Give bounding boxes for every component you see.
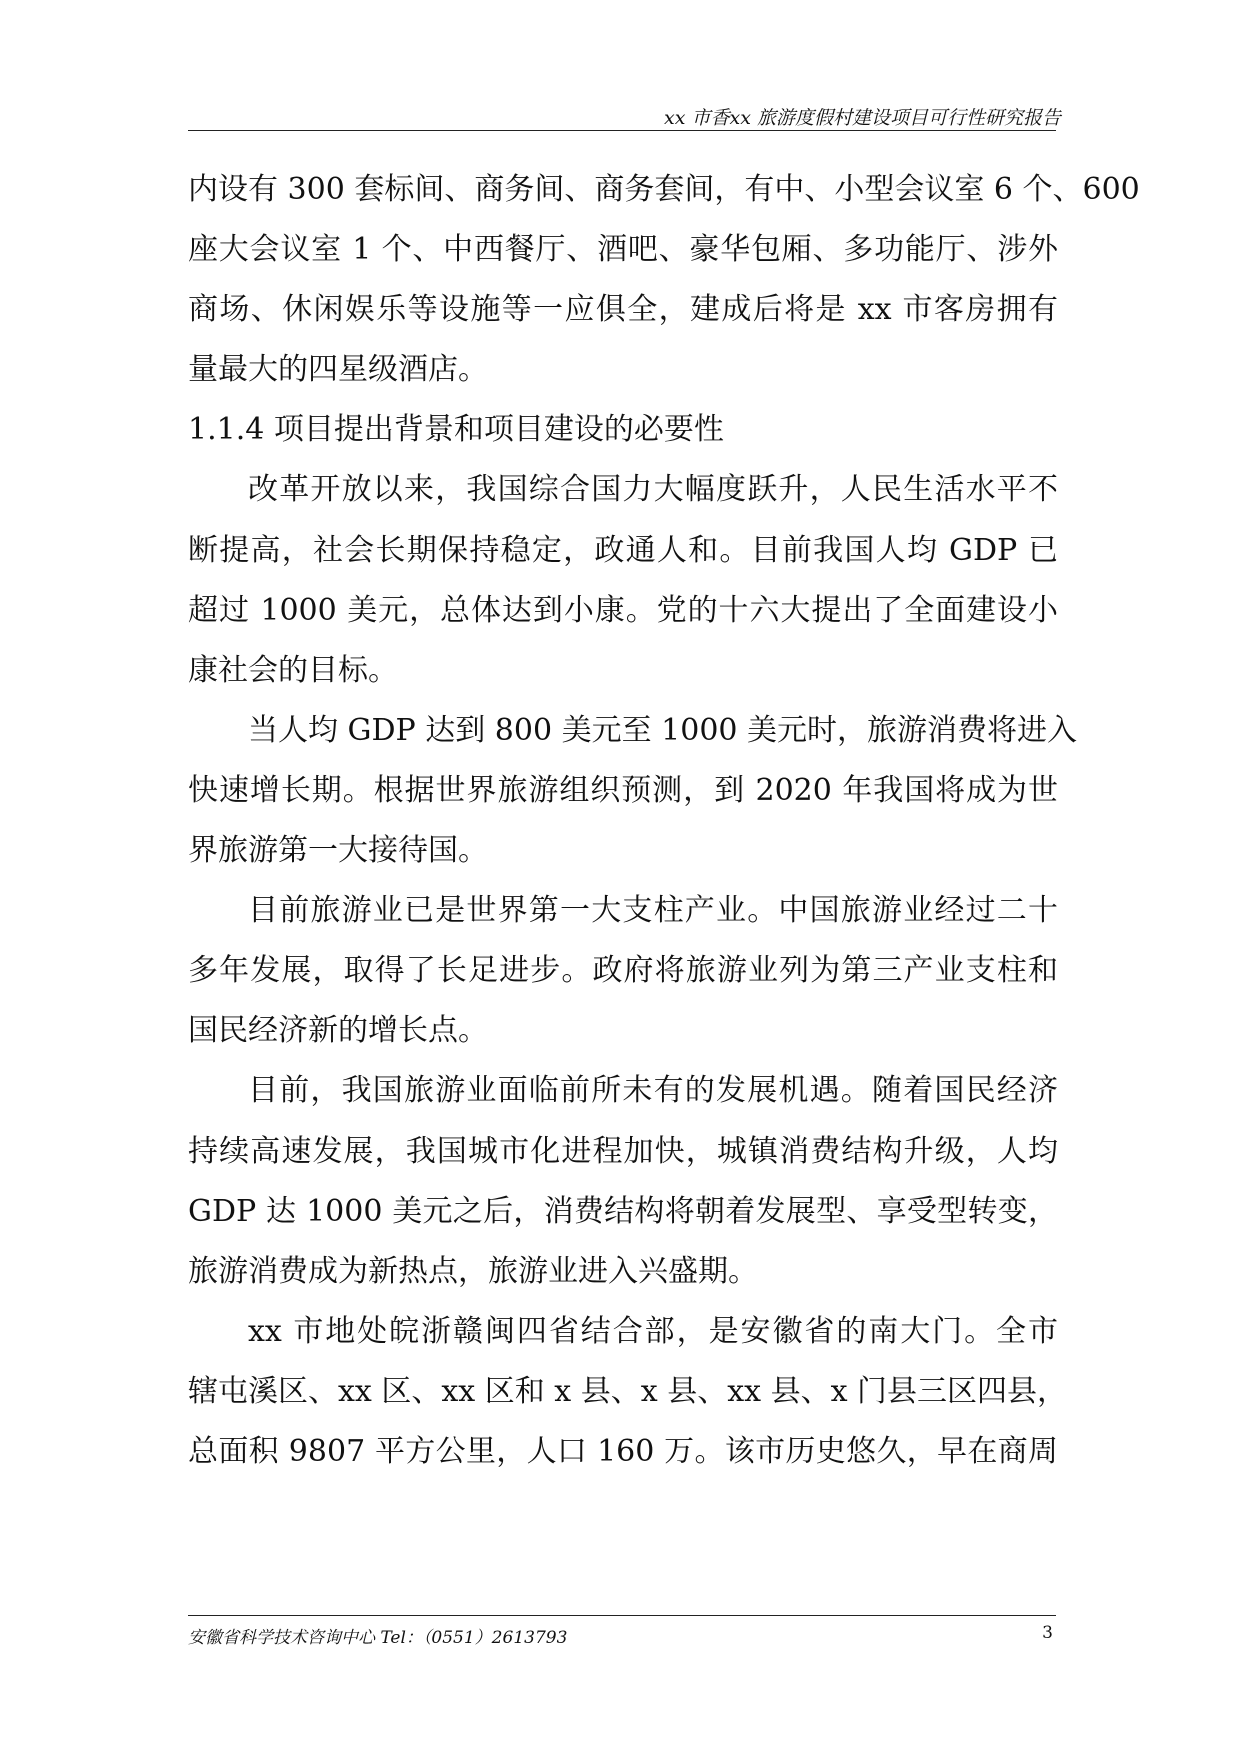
body-line: 总面积 9807 平方公里，人口 160 万。该市历史悠久，早在商周 — [188, 1433, 1058, 1469]
body-line: 国民经济新的增长点。 — [188, 1013, 488, 1049]
footer-contact: 安徽省科学技术咨询中心 Tel：（0551）2613793 — [188, 1628, 568, 1648]
body-line: 量最大的四星级酒店。 — [188, 352, 488, 388]
paragraph-first-line: 当人均 GDP 达到 800 美元至 1000 美元时，旅游消费将进入 — [248, 712, 1078, 748]
paragraph-first-line: 目前，我国旅游业面临前所未有的发展机遇。随着国民经济 — [248, 1073, 1058, 1109]
body-line: 康社会的目标。 — [188, 652, 398, 688]
paragraph-first-line: 目前旅游业已是世界第一大支柱产业。中国旅游业经过二十 — [248, 893, 1058, 929]
body-line: GDP 达 1000 美元之后，消费结构将朝着发展型、享受型转变， — [188, 1193, 1058, 1229]
document-body — [188, 160, 1140, 1482]
paragraph-first-line: 改革开放以来，我国综合国力大幅度跃升，人民生活水平不 — [248, 472, 1058, 508]
body-line: 快速增长期。根据世界旅游组织预测，到 2020 年我国将成为世 — [188, 772, 1058, 808]
body-line: 多年发展，取得了长足进步。政府将旅游业列为第三产业支柱和 — [188, 953, 1058, 989]
header-divider — [188, 130, 1056, 131]
footer-divider — [188, 1615, 1056, 1616]
header-title: xx 市香xx 旅游度假村建设项目可行性研究报告 — [664, 107, 1061, 129]
body-line: 内设有 300 套标间、商务间、商务套间，有中、小型会议室 6 个、600 — [188, 172, 1140, 207]
body-line: 旅游消费成为新热点，旅游业进入兴盛期。 — [188, 1253, 758, 1289]
section-heading: 1.1.4 项目提出背景和项目建设的必要性 — [188, 412, 724, 448]
body-line: 断提高，社会长期保持稳定，政通人和。目前我国人均 GDP 已 — [188, 532, 1058, 568]
paragraph-first-line: xx 市地处皖浙赣闽四省结合部，是安徽省的南大门。全市 — [248, 1313, 1058, 1349]
body-line: 界旅游第一大接待国。 — [188, 833, 488, 869]
body-line: 辖屯溪区、xx 区、xx 区和 x 县、x 县、xx 县、x 门县三区四县， — [188, 1373, 1068, 1409]
page-number: 3 — [1042, 1623, 1053, 1643]
body-line: 超过 1000 美元，总体达到小康。党的十六大提出了全面建设小 — [188, 592, 1058, 628]
body-line: 商场、休闲娱乐等设施等一应俱全，建成后将是 xx 市客房拥有 — [188, 292, 1058, 328]
body-line: 持续高速发展，我国城市化进程加快，城镇消费结构升级，人均 — [188, 1133, 1058, 1169]
body-line: 座大会议室 1 个、中西餐厅、酒吧、豪华包厢、多功能厅、涉外 — [188, 232, 1058, 268]
